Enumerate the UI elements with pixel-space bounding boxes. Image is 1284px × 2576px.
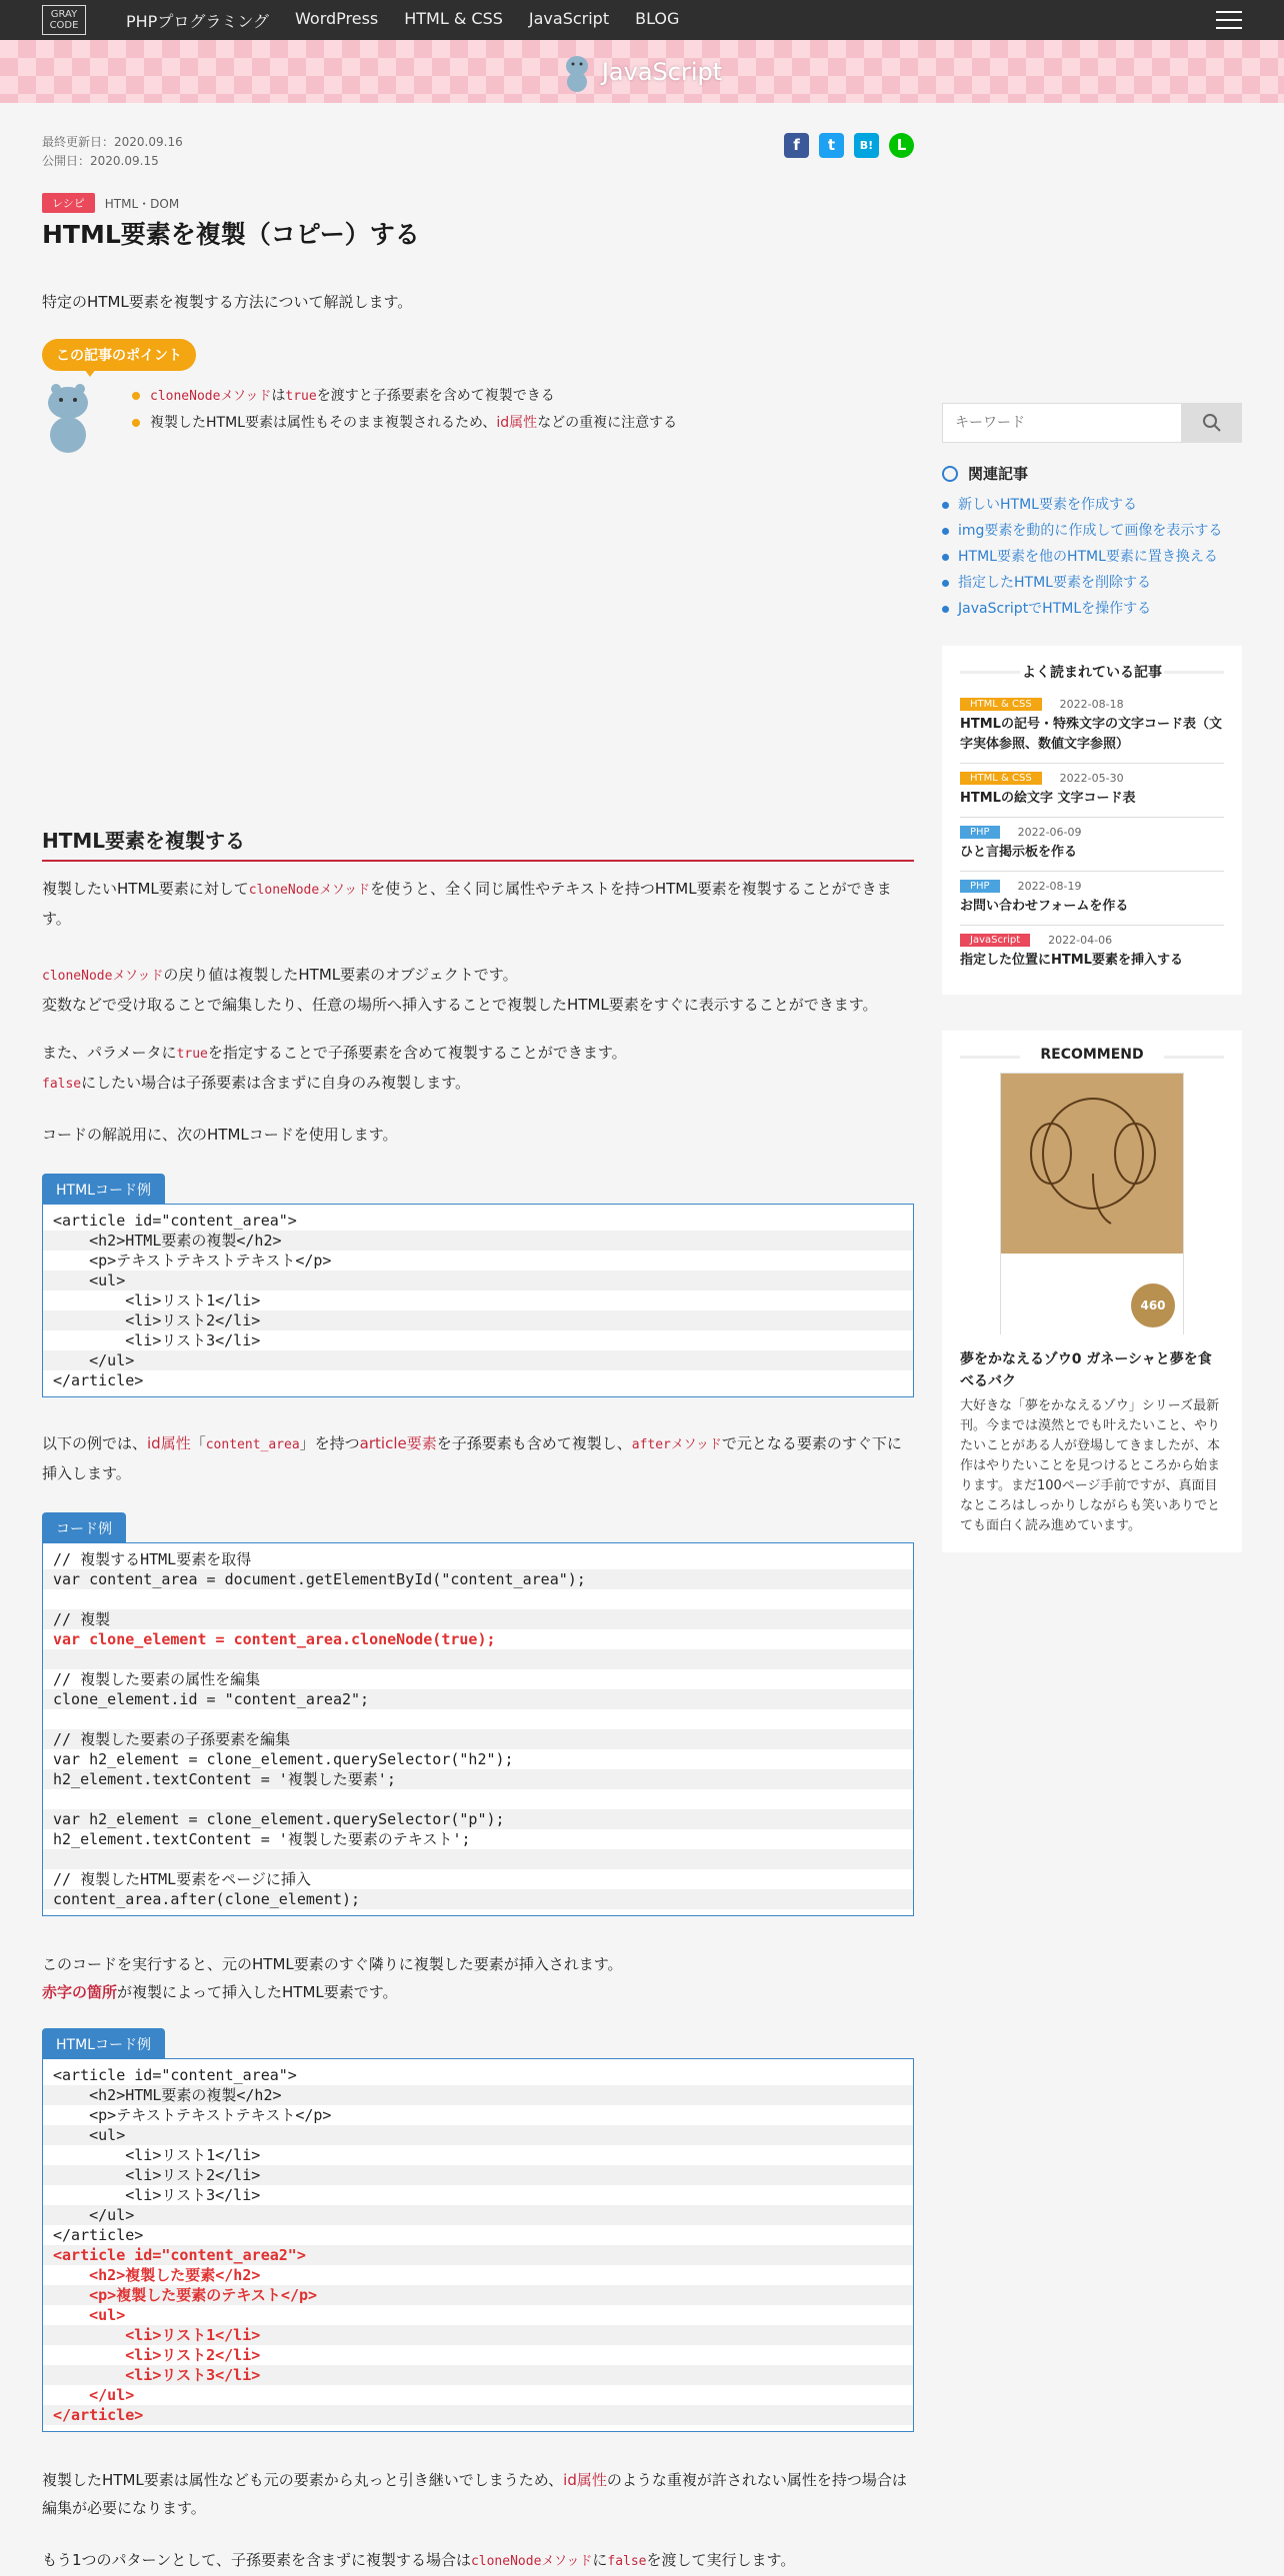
paragraph-7: 複製したHTML要素は属性なども元の要素から丸っと引き継いでしまうため、id属性のような重複が許されない属性を持つ場合は編集が必要になります。 — [42, 2471, 907, 2517]
category-banner — [0, 40, 1284, 103]
code-line — [43, 1789, 913, 1809]
category-tag: PHP — [960, 826, 1000, 839]
paragraph-3: また、パラメータにtrueを指定することで子孫要素を含めて複製することができます。 falseにしたい場合は子孫要素は含まずに自身のみ複製します。 — [42, 1044, 627, 1092]
code-line: h2_element.textContent = '複製した要素のテキスト'; — [53, 1830, 471, 1848]
twitter-share-icon[interactable]: t — [819, 133, 844, 158]
popular-item-title: HTMLの記号・特殊文字の文字コード表（文字実体参照、数値文字参照） — [960, 717, 1222, 752]
search-input[interactable] — [942, 403, 1182, 443]
code-label: コード例 — [42, 1512, 126, 1542]
banner-title: JavaScript — [601, 57, 723, 86]
elephant-illustration-icon — [1001, 1074, 1185, 1254]
code-line: <p>テキストテキストテキスト</p> — [53, 1252, 332, 1270]
nav-links — [126, 9, 705, 32]
code-line: var content_area = document.getElementById("content_area"); — [43, 1569, 913, 1589]
code-line: <li>リスト1</li> — [53, 1291, 261, 1309]
nav-link-javascript[interactable]: JavaScript — [528, 8, 610, 28]
code-line-highlighted: var clone_element = content_area.cloneNode(true); — [53, 1630, 496, 1648]
code-line: <h2>HTML要素の複製</h2> — [43, 2085, 913, 2105]
code-line: <li>リスト2</li> — [43, 2165, 913, 2185]
paragraph-8: もう1つのパターンとして、子孫要素を含まずに複製する場合はcloneNodeメソッドにfalseを渡して実行します。 — [42, 2551, 796, 2569]
code-line — [43, 1709, 913, 1729]
code-line-highlighted: <ul> — [53, 2306, 126, 2324]
nav-link-php[interactable]: PHPプログラミング — [126, 11, 270, 31]
code-line-highlighted: </ul> — [53, 2386, 135, 2404]
code-line: // 複製したHTML要素をページに挿入 — [53, 1870, 311, 1888]
category-tag: HTML & CSS — [960, 698, 1042, 711]
paragraph-2: cloneNodeメソッドの戻り値は複製したHTML要素のオブジェクトです。 変数などで受け取ることで編集したり、任意の場所へ挿入することで複製したHTML要素をすぐに表示することができます。 — [42, 966, 878, 1014]
updated-date: 最終更新日：2020.09.16 — [42, 135, 183, 149]
code-line-highlighted: <h2>複製した要素</h2> — [53, 2266, 261, 2284]
code-line-highlighted: <article id="content_area2"> — [43, 2245, 913, 2265]
code-line: <ul> — [43, 2125, 913, 2145]
hippo-mascot-icon — [562, 52, 592, 92]
code-line: // 複製するHTML要素を取得 — [53, 1550, 252, 1568]
recommend-title: RECOMMEND — [960, 1047, 1224, 1063]
related-title: 関連記事 — [942, 463, 1242, 484]
code-line: var h2_element = clone_element.querySelector("p"); — [43, 1809, 913, 1829]
post-date: 2022-06-09 — [1017, 826, 1082, 839]
popular-item-title: ひと言掲示板を作る — [960, 845, 1078, 860]
published-date: 公開日：2020.09.15 — [42, 154, 159, 168]
post-date: 2022-05-30 — [1059, 772, 1124, 785]
category-tag: PHP — [960, 880, 1000, 893]
code-line: </ul> — [43, 2205, 913, 2225]
code-line-highlighted: <p>複製した要素のテキスト</p> — [43, 2285, 913, 2305]
code-line: <p>テキストテキストテキスト</p> — [53, 2106, 332, 2124]
site-logo[interactable] — [42, 5, 86, 35]
related-link[interactable]: img要素を動的に作成して画像を表示する — [942, 518, 1242, 544]
hamburger-menu-icon[interactable] — [1216, 11, 1242, 29]
code-block — [42, 1542, 914, 1916]
nav-link-blog[interactable]: BLOG — [635, 8, 680, 28]
code-line: // 複製 — [43, 1609, 913, 1629]
code-line: </ul> — [43, 1350, 913, 1370]
book-badge: 460 — [1131, 1284, 1175, 1327]
code-line-highlighted: <li>リスト1</li> — [43, 2325, 913, 2345]
paragraph-6: このコードを実行すると、元のHTML要素のすぐ隣りに複製した要素が挿入されます。 赤字の箇所が複製によって挿入したHTML要素です。 — [42, 1955, 623, 2001]
search-box — [942, 403, 1242, 443]
related-link[interactable]: HTML要素を他のHTML要素に置き換える — [942, 544, 1242, 570]
article-points-list — [132, 383, 677, 436]
badge-tail — [84, 369, 96, 377]
category-label[interactable]: HTML・DOM — [104, 196, 180, 211]
code-line: clone_element.id = "content_area2"; — [43, 1689, 913, 1709]
logo-text-bottom: CODE — [49, 20, 79, 31]
code-line — [43, 1649, 913, 1669]
recommend-description: 大好きな「夢をかなえるゾウ」シリーズ最新刊。今までは漠然とでも叶えたいこと、やりたいことがある人が登場してきましたが、本作はやりたいことを見つけるところから始まります。まだ100ページ手前ですが、真面目なところはしっかりしながらも笑いありでとても面白く読み進めています。 — [960, 1398, 1221, 1533]
intro-text: 特定のHTML要素を複製する方法について解説します。 — [42, 293, 413, 311]
popular-item[interactable] — [960, 818, 1224, 872]
recommend-card — [942, 1031, 1242, 1552]
point-item: cloneNodeメソッドはtrueを渡すと子孫要素を含めて複製できる — [132, 383, 677, 410]
code-line: // 複製した要素の子孫要素を編集 — [43, 1729, 913, 1749]
point-item: 複製したHTML要素は属性もそのまま複製されるため、id属性などの重複に注意する — [132, 410, 677, 436]
category-tag: HTML & CSS — [960, 772, 1042, 785]
hippo-mascot-icon — [42, 383, 94, 455]
section-heading: HTML要素を複製する — [42, 825, 914, 862]
page-title: HTML要素を複製（コピー）する — [42, 220, 420, 249]
line-share-icon[interactable]: L — [889, 133, 914, 158]
search-icon — [1202, 413, 1222, 433]
share-buttons — [774, 133, 914, 158]
code-line: <li>リスト2</li> — [43, 1310, 913, 1330]
popular-item-title: HTMLの絵文字 文字コード表 — [960, 791, 1136, 806]
code-label: HTMLコード例 — [42, 2028, 165, 2058]
code-line: h2_element.textContent = '複製した要素'; — [43, 1769, 913, 1789]
popular-item-title: お問い合わせフォームを作る — [960, 899, 1129, 914]
top-nav — [0, 0, 1284, 40]
facebook-share-icon[interactable]: f — [784, 133, 809, 158]
code-line: <li>リスト1</li> — [53, 2146, 261, 2164]
paragraph-1: 複製したいHTML要素に対してcloneNodeメソッドを使うと、全く同じ属性やテキストを持つHTML要素を複製することができます。 — [42, 880, 892, 928]
code-line — [43, 1849, 913, 1869]
category-tag: JavaScript — [960, 934, 1030, 947]
popular-title: よく読まれている記事 — [960, 662, 1224, 682]
popular-item[interactable] — [960, 764, 1224, 818]
logo-text-top: GRAY — [50, 9, 78, 20]
hatena-share-icon[interactable]: B! — [854, 133, 879, 158]
code-line-highlighted: <li>リスト3</li> — [43, 2365, 913, 2385]
code-label: HTMLコード例 — [42, 1174, 165, 1204]
nav-link-wordpress[interactable]: WordPress — [295, 8, 379, 28]
related-link[interactable]: JavaScriptでHTMLを操作する — [942, 596, 1242, 622]
category-row — [42, 193, 179, 213]
book-cover-image[interactable] — [1000, 1073, 1184, 1334]
paragraph-5: 以下の例では、id属性「content_area」を持つarticle要素を子孫要素も含めて複製し、afterメソッドで元となる要素のすぐ下に挿入します。 — [42, 1434, 902, 1482]
related-articles — [942, 463, 1242, 622]
code-line: <article id="content_area"> — [53, 2066, 297, 2084]
recipe-tag[interactable]: レシピ — [42, 193, 95, 213]
code-line: var h2_element = clone_element.querySelector("h2"); — [53, 1750, 514, 1768]
code-line: <ul> — [43, 1271, 913, 1290]
popular-articles-card — [942, 646, 1242, 995]
popular-item[interactable] — [960, 926, 1224, 979]
code-line: </article> — [53, 2226, 144, 2244]
popular-item[interactable] — [960, 690, 1224, 764]
related-link[interactable]: 指定したHTML要素を削除する — [942, 570, 1242, 596]
code-line-highlighted: </article> — [43, 2405, 913, 2425]
popular-item[interactable] — [960, 872, 1224, 926]
code-line: // 複製した要素の属性を編集 — [53, 1670, 261, 1688]
code-line: <article id="content_area"> — [53, 1212, 297, 1230]
code-line: <h2>HTML要素の複製</h2> — [43, 1231, 913, 1251]
paragraph-4: コードの解説用に、次のHTMLコードを使用します。 — [42, 1126, 398, 1144]
point-badge: この記事のポイント — [42, 339, 196, 371]
code-line: <li>リスト3</li> — [53, 1331, 261, 1349]
code-line: content_area.after(clone_element); — [43, 1889, 913, 1909]
recommend-book-title[interactable]: 夢をかなえるゾウ0 ガネーシャと夢を食べるバク — [960, 1351, 1212, 1389]
code-line: <li>リスト3</li> — [53, 2186, 261, 2204]
code-line — [43, 1589, 913, 1609]
post-date: 2022-08-18 — [1059, 698, 1124, 711]
code-line-highlighted: <li>リスト2</li> — [53, 2346, 261, 2364]
code-block — [42, 1204, 914, 1397]
article-dates — [42, 133, 183, 171]
code-block — [42, 2058, 914, 2432]
circle-icon — [942, 466, 958, 482]
post-date: 2022-08-19 — [1017, 880, 1082, 893]
nav-link-html-css[interactable]: HTML & CSS — [404, 8, 503, 28]
code-line: </article> — [53, 1371, 144, 1389]
related-link[interactable]: 新しいHTML要素を作成する — [942, 492, 1242, 518]
search-button[interactable] — [1182, 403, 1242, 443]
popular-item-title: 指定した位置にHTML要素を挿入する — [960, 953, 1183, 968]
post-date: 2022-04-06 — [1048, 934, 1113, 947]
